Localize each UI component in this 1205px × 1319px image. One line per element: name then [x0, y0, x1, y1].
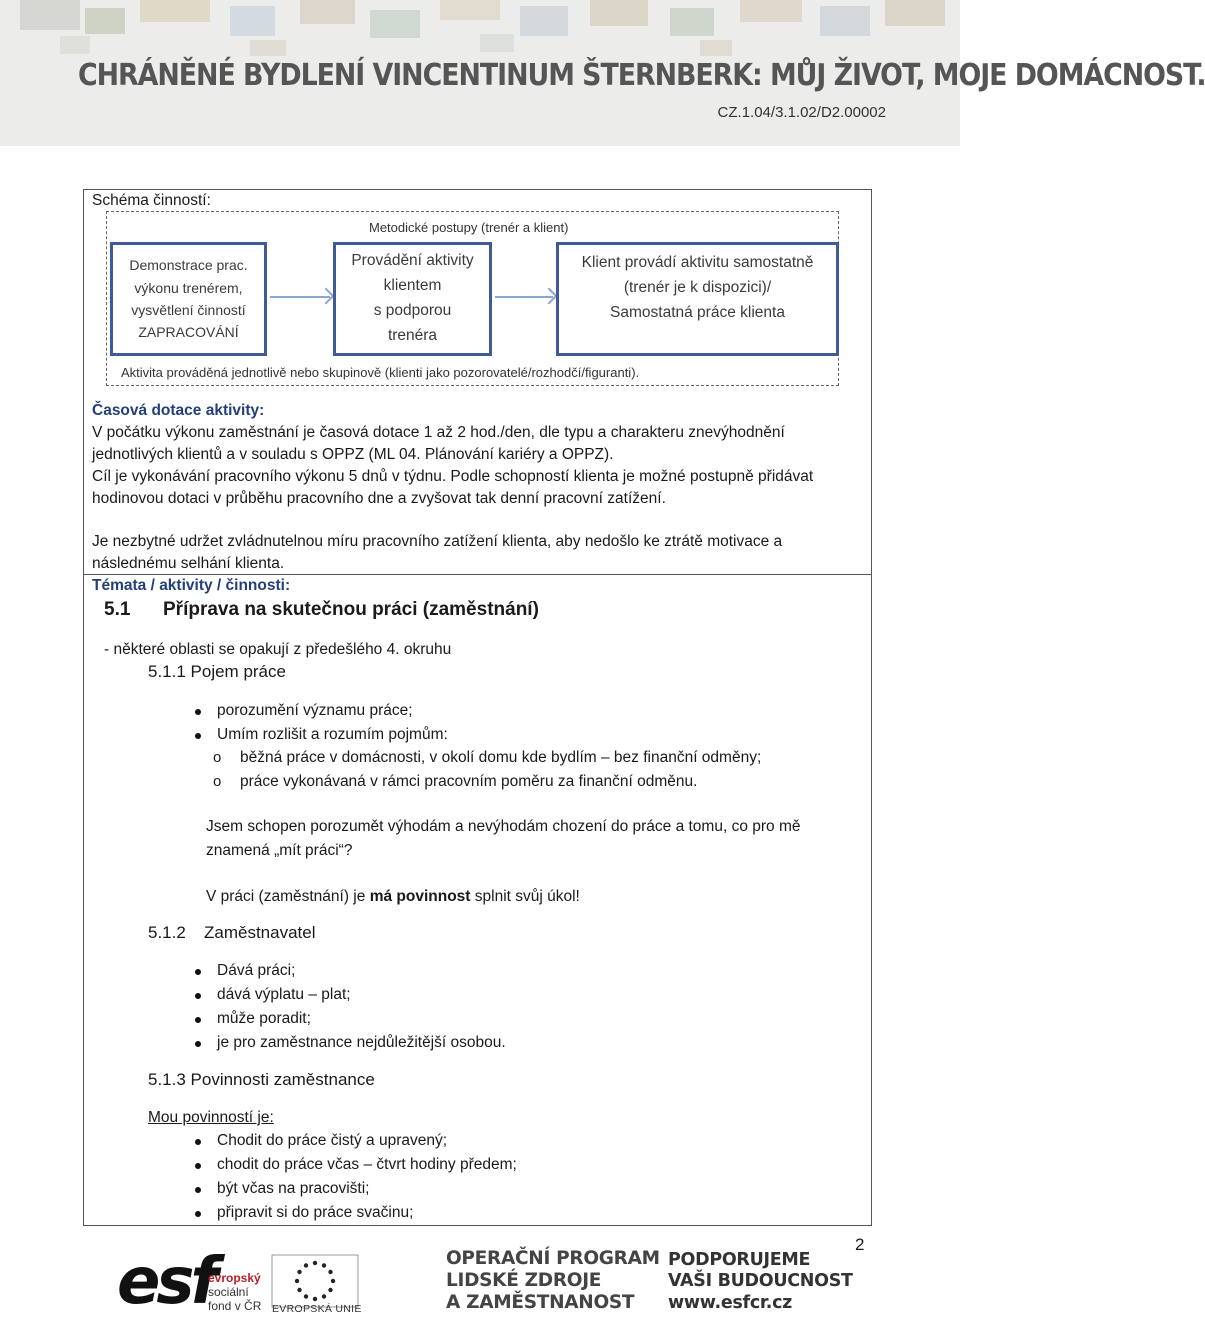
list-item: Umím rozlišit a rozumím pojmům: [217, 726, 448, 743]
time-line: hodinovou dotaci v průběhu pracovního dne a zvyšovat tak denní pracovní zatížení. [92, 490, 666, 507]
diagram-box-independent-activity [556, 242, 839, 356]
subsection-number: 5.1.2 [148, 923, 186, 942]
subsection-title: 5.1.3 Povinnosti zaměstnance [148, 1070, 375, 1089]
op-line: LIDSKÉ ZDROJE [446, 1269, 602, 1291]
bullet-icon [195, 1211, 201, 1217]
warning-line: Je nezbytné udržet zvládnutelnou míru pracovního zatížení klienta, aby nedošlo ke ztrátě motivace a [92, 533, 783, 550]
list-item: chodit do práce včas – čtvrt hodiny předem; [217, 1156, 517, 1173]
text-span: V práci (zaměstnání) je [206, 888, 370, 905]
section-number: 5.1 [104, 599, 131, 620]
diagram-box-demonstration [110, 242, 267, 356]
bold-span: má povinnost [369, 888, 471, 905]
bullet-icon [195, 1163, 201, 1169]
bullet-icon [195, 993, 201, 999]
support-slogan [668, 1250, 853, 1314]
list-item: může poradit; [217, 1010, 311, 1027]
bullet-icon [195, 1041, 201, 1047]
circle-bullet-icon: o [213, 749, 222, 766]
box-line: (trenér je k dispozici)/ [623, 278, 772, 296]
bullet-icon [195, 1139, 201, 1145]
topics-heading: Témata / aktivity / činnosti: [92, 577, 291, 594]
bullet-icon [195, 969, 201, 975]
op-program-logo [446, 1248, 660, 1313]
header-banner [0, 0, 1205, 146]
list-item: Chodit do práce čistý a upravený; [217, 1132, 448, 1149]
box-line: Demonstrace prac. [129, 257, 248, 274]
bullet-icon [195, 709, 201, 715]
bullet-icon [195, 733, 201, 739]
warning-line: následnému selhání klienta. [92, 555, 285, 572]
slogan-line: VAŠI BUDOUCNOST [668, 1271, 853, 1292]
duty-sentence [206, 888, 580, 906]
box-line: ZAPRACOVÁNÍ [138, 324, 239, 341]
eu-flag-icon [272, 1255, 358, 1307]
time-heading: Časová dotace aktivity: [92, 402, 265, 419]
esf-line: evropský [208, 1271, 261, 1285]
list-item: dává výplatu – plat; [217, 986, 351, 1003]
frame-divider [83, 574, 872, 575]
slogan-line: PODPORUJEME [668, 1250, 811, 1270]
box-line: Samostatná práce klienta [610, 303, 785, 321]
schema-note: Aktivita prováděná jednotlivě nebo skupinově (klienti jako pozorovatelé/rozhodčí/figuranti). [121, 365, 640, 380]
box-line: klientem [383, 277, 442, 295]
esf-logo: esf [117, 1245, 215, 1319]
paragraph-line: Jsem schopen porozumět výhodám a nevýhodám chození do práce a tomu, co pro mě [206, 818, 801, 835]
sub-list-item: běžná práce v domácnosti, v okolí domu kde bydlím – bez finanční odměny; [240, 749, 762, 766]
box-line: trenéra [387, 326, 438, 344]
esf-line: sociální [208, 1284, 249, 1299]
page-number: 2 [855, 1235, 865, 1254]
text-span: splnit svůj úkol! [470, 888, 580, 905]
box-line: výkonu trenérem, [134, 279, 243, 296]
header-pattern-icon [0, 0, 960, 64]
list-item: je pro zaměstnance nejdůležitější osobou. [217, 1034, 506, 1051]
bullet-icon [195, 1187, 201, 1193]
website-link[interactable]: www.esfcr.cz [668, 1292, 793, 1313]
section-title: Příprava na skutečnou práci (zaměstnání) [163, 599, 539, 620]
circle-bullet-icon: o [213, 773, 222, 790]
box-line: Klient provádí aktivitu samostatně [581, 254, 814, 271]
methodic-label: Metodické postupy (trenér a klient) [369, 220, 569, 235]
subsection-title: 5.1.1 Pojem práce [148, 662, 286, 681]
subsection-title: Zaměstnavatel [204, 923, 316, 942]
list-item: připravit si do práce svačinu; [217, 1204, 414, 1221]
project-code: CZ.1.04/3.1.02/D2.00002 [717, 104, 886, 121]
arrow-right-icon [495, 296, 553, 298]
box-line: s podporou [373, 302, 452, 319]
esf-line: fond v ČR [208, 1298, 262, 1313]
op-line: OPERAČNÍ PROGRAM [446, 1248, 660, 1269]
project-title: CHRÁNĚNÉ BYDLENÍ VINCENTINUM ŠTERNBERK: MŮJ ŽIVOT, MOJE DOMÁCNOST. [78, 58, 1205, 93]
arrow-right-icon [270, 296, 330, 298]
list-item: Dává práci; [217, 962, 296, 979]
op-line: A ZAMĚSTNANOST [446, 1291, 635, 1313]
list-item: být včas na pracovišti; [217, 1180, 370, 1197]
section-note: - některé oblasti se opakují z předešlého 4. okruhu [104, 641, 452, 658]
paragraph-line: znamená „mít práci“? [206, 842, 353, 859]
time-line: jednotlivých klientů a v souladu s OPPZ (ML 04. Plánování kariéry a OPPZ). [92, 446, 614, 463]
list-item: porozumění významu práce; [217, 702, 413, 719]
eu-label: EVROPSKÁ UNIE [272, 1303, 362, 1315]
schema-heading: Schéma činností: [92, 192, 211, 209]
esf-caption [208, 1272, 261, 1313]
sub-list-item: práce vykonávaná v rámci pracovním poměru za finanční odměnu. [240, 773, 698, 790]
diagram-box-supported-activity [333, 242, 492, 356]
bullet-icon [195, 1017, 201, 1023]
time-line: V počátku výkonu zaměstnání je časová dotace 1 až 2 hod./den, dle typu a charakteru znevýhodnění [92, 424, 785, 441]
time-line: Cíl je vykonávání pracovního výkonu 5 dnů v týdnu. Podle schopností klienta je možné postupně přidávat [92, 468, 814, 485]
box-line: vysvětlení činností [131, 302, 246, 318]
duties-intro: Mou povinností je: [148, 1109, 274, 1126]
box-line: Provádění aktivity [351, 252, 474, 270]
